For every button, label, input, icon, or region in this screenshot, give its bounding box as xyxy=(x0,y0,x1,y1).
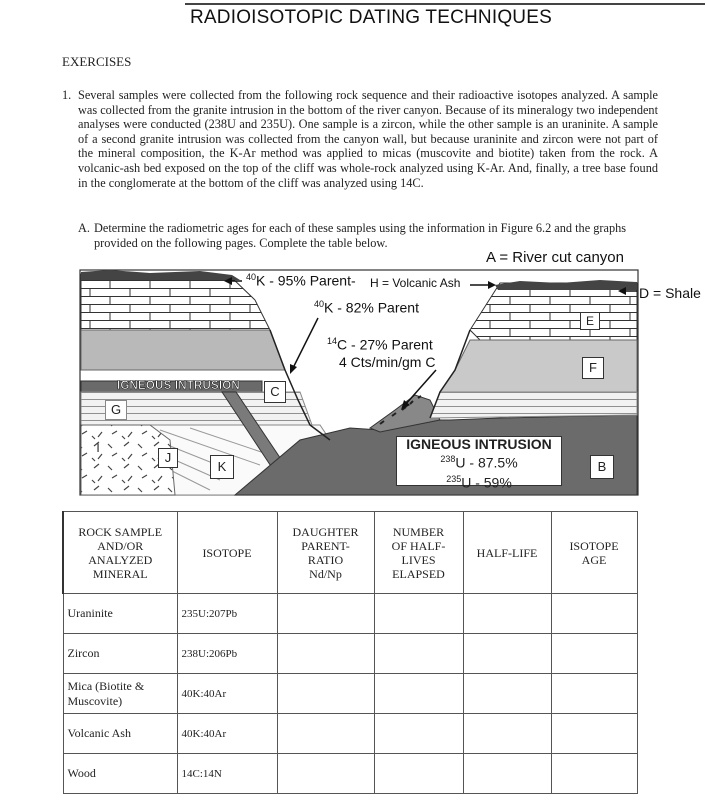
page-title: RADIOISOTOPIC DATING TECHNIQUES xyxy=(190,7,552,28)
label-volcanic-ash: H = Volcanic Ash xyxy=(370,276,461,290)
label-k40-82 xyxy=(314,299,419,316)
row-isotope: 235U:207Pb xyxy=(177,594,277,634)
row-isotope: 14C:14N xyxy=(177,754,277,794)
header-age-line-1: ISOTOPE xyxy=(569,538,619,553)
header-half-life: HALF-LIFE xyxy=(463,512,551,594)
label-c14-parent-text: C - 27% Parent xyxy=(337,336,433,353)
box-k: K xyxy=(210,455,234,479)
label-igneous-intrusion-left: IGNEOUS INTRUSION xyxy=(117,380,240,392)
row-half-lives-cell[interactable] xyxy=(374,754,463,794)
row-half-lives-cell[interactable] xyxy=(374,714,463,754)
table-row xyxy=(63,754,637,794)
question-text: Several samples were collected from the following rock sequence and their radioactive isotopes analyzed. A sample was collected from the granite intrusion in the bottom of the river canyon. Because of its mineralogy two independent analyses were conducted (238U and 235U). One sample is a zircon, while the other sample is an uraninite. A sample of a second granite intrusion was collected from the canyon wall, but because uraninite and zircon were not part of the mineral composition, the K-Ar method was applied to micas (muscovite and biotite) taken from the rock. A volcanic-ash bed exposed on the top of the cliff was whole-rock analyzed using K-Ar. And, finally, a tree base found in the conglomerate at the bottom of the cliff was analyzed using 14C. xyxy=(78,88,658,190)
label-c14-counts: 4 Cts/min/gm C xyxy=(339,354,436,370)
header-rock-line-3: ANALYZED xyxy=(88,552,153,567)
table-header-row xyxy=(63,512,637,594)
igneous-intrusion-right-box xyxy=(396,436,562,491)
label-u235-sup: 235 xyxy=(446,473,462,484)
header-ratio-line-3: RATIO xyxy=(307,552,344,567)
label-u235 xyxy=(397,471,561,491)
results-table xyxy=(62,511,638,794)
label-u235-text: U - 59% xyxy=(461,474,512,491)
row-ratio-cell[interactable] xyxy=(277,594,374,634)
row-isotope: 238U:206Pb xyxy=(177,634,277,674)
box-b: B xyxy=(590,455,614,479)
label-k40-95 xyxy=(246,272,356,289)
row-age-cell[interactable] xyxy=(551,594,637,634)
header-ratio-line-1: DAUGHTER xyxy=(292,524,359,539)
row-rock: Uraninite xyxy=(63,594,177,634)
row-age-cell[interactable] xyxy=(551,634,637,674)
row-age-cell[interactable] xyxy=(551,674,637,714)
label-u238-sup: 238 xyxy=(440,454,456,464)
part-a-text: Determine the radiometric ages for each of these samples using the information in Figure 6.2 and the graphs provided on the following pages. Complete the table below. xyxy=(94,221,627,250)
label-u238 xyxy=(397,451,561,471)
row-rock: Zircon xyxy=(63,634,177,674)
box-g: G xyxy=(105,400,127,420)
box-c: C xyxy=(264,381,286,403)
row-half-life-cell[interactable] xyxy=(463,594,551,634)
row-rock: Volcanic Ash xyxy=(63,714,177,754)
label-k40-82-sup: 40 xyxy=(314,299,325,309)
header-rock-line-2: AND/OR xyxy=(97,538,144,553)
header-isotope-age xyxy=(551,512,637,594)
section-heading: EXERCISES xyxy=(62,54,132,69)
question-number: 1. xyxy=(62,88,72,102)
header-ratio xyxy=(277,512,374,594)
label-k40-82-text: K - 82% Parent xyxy=(324,299,419,316)
label-shale: D = Shale xyxy=(639,285,701,301)
box-f: F xyxy=(582,357,604,379)
header-half-lives-line-3: LIVES xyxy=(401,552,436,567)
header-half-lives-line-4: ELAPSED xyxy=(392,566,445,581)
box-e: E xyxy=(580,312,600,330)
header-half-lives-line-2: OF HALF- xyxy=(391,538,446,553)
header-ratio-line-2: PARENT- xyxy=(301,538,350,553)
header-isotope: ISOTOPE xyxy=(177,512,277,594)
row-half-lives-cell[interactable] xyxy=(374,674,463,714)
label-river-cut-canyon: A = River cut canyon xyxy=(486,249,624,266)
row-rock: Wood xyxy=(63,754,177,794)
label-c14-sup: 14 xyxy=(327,336,338,346)
header-half-lives-line-1: NUMBER xyxy=(392,524,445,539)
part-a-letter: A. xyxy=(78,221,90,235)
row-age-cell[interactable] xyxy=(551,754,637,794)
row-rock: Mica (Biotite & Muscovite) xyxy=(63,674,177,714)
box-i: I xyxy=(96,441,100,455)
header-age-line-2: AGE xyxy=(581,552,607,567)
header-rock-line-1: ROCK SAMPLE xyxy=(78,524,163,539)
label-u238-text: U - 87.5% xyxy=(455,454,518,471)
row-ratio-cell[interactable] xyxy=(277,674,374,714)
row-half-life-cell[interactable] xyxy=(463,714,551,754)
header-rock-sample xyxy=(63,512,177,594)
header-rock-line-4: MINERAL xyxy=(92,566,148,581)
table-row xyxy=(63,674,637,714)
row-half-life-cell[interactable] xyxy=(463,754,551,794)
row-ratio-cell[interactable] xyxy=(277,634,374,674)
row-age-cell[interactable] xyxy=(551,714,637,754)
table-row xyxy=(63,634,637,674)
label-k40-95-text: K - 95% Parent- xyxy=(256,272,356,289)
label-k40-95-sup: 40 xyxy=(246,272,257,282)
label-c14-parent xyxy=(327,336,433,353)
row-isotope: 40K:40Ar xyxy=(177,714,277,754)
row-half-life-cell[interactable] xyxy=(463,674,551,714)
label-igneous-intrusion-right: IGNEOUS INTRUSION xyxy=(406,436,552,452)
header-half-lives xyxy=(374,512,463,594)
row-ratio-cell[interactable] xyxy=(277,714,374,754)
row-ratio-cell[interactable] xyxy=(277,754,374,794)
row-half-lives-cell[interactable] xyxy=(374,594,463,634)
row-half-lives-cell[interactable] xyxy=(374,634,463,674)
table-row xyxy=(63,714,637,754)
table-row xyxy=(63,594,637,634)
box-j: J xyxy=(158,448,178,468)
row-half-life-cell[interactable] xyxy=(463,634,551,674)
row-isotope: 40K:40Ar xyxy=(177,674,277,714)
header-ratio-line-4: Nd/Np xyxy=(309,566,342,581)
